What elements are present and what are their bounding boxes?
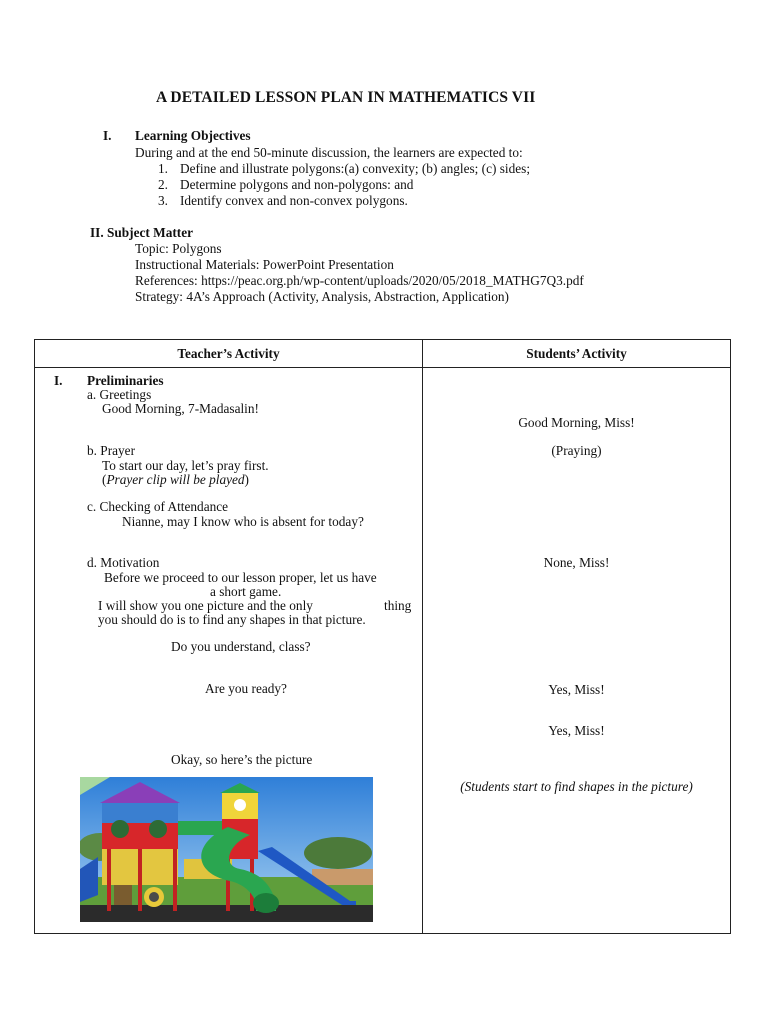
students-cell [423,368,731,934]
motivation-label: d. Motivation [87,555,160,570]
section1-number: I. [103,128,112,143]
students-header: Students’ Activity [423,340,731,368]
prayer-note: (Prayer clip will be played) [102,472,249,487]
motivation-line1: Before we proceed to our lesson proper, let us have [104,570,377,585]
objective-text: Determine polygons and non-polygons: and [180,177,414,192]
preliminaries-title: Preliminaries [87,373,164,388]
subject-topic: Topic: Polygons [135,241,222,256]
praying-reply: (Praying) [551,443,602,458]
understand-question: Do you understand, class? [171,639,311,654]
ready-question: Are you ready? [205,681,287,696]
picture-reply: (Students start to find shapes in the picture) [460,779,693,794]
teacher-header: Teacher’s Activity [35,340,423,368]
section2-heading: II. Subject Matter [90,225,194,240]
attendance-reply: None, Miss! [543,555,610,570]
preliminaries-number: I. [54,373,63,388]
objective-number: 3. [158,193,168,208]
objective-number: 2. [158,177,168,192]
prayer-text: To start our day, let’s pray first. [102,458,269,473]
prayer-label: b. Prayer [87,443,135,458]
objective-number: 1. [158,161,168,176]
playground-image [80,777,373,922]
subject-references: References: https://peac.org.ph/wp-content/uploads/2020/05/2018_MATHG7Q3.pdf [135,273,584,288]
ready-reply: Yes, Miss! [548,723,605,738]
section1-intro: During and at the end 50-minute discussion, the learners are expected to: [135,145,523,160]
subject-materials: Instructional Materials: PowerPoint Presentation [135,257,394,272]
picture-intro: Okay, so here’s the picture [171,752,313,767]
understand-reply: Yes, Miss! [548,682,605,697]
greeting-reply: Good Morning, Miss! [518,415,635,430]
section1-heading: Learning Objectives [135,128,251,143]
teacher-cell [35,368,423,934]
objective-text: Define and illustrate polygons:(a) convexity; (b) angles; (c) sides; [180,161,531,176]
motivation-line3-end: thing [384,598,412,613]
attendance-text: Nianne, may I know who is absent for today? [122,514,364,529]
playground-picture [80,777,373,922]
activity-table [34,339,731,934]
motivation-line3: I will show you one picture and the only [98,598,313,613]
greetings-label: a. Greetings [87,387,152,402]
objective-text: Identify convex and non-convex polygons. [180,193,408,208]
motivation-line2: a short game. [210,584,282,599]
attendance-label: c. Checking of Attendance [87,499,229,514]
subject-strategy: Strategy: 4A’s Approach (Activity, Analysis, Abstraction, Application) [135,289,509,304]
document-title: A DETAILED LESSON PLAN IN MATHEMATICS VII [156,89,536,106]
prayer-note-text: Prayer clip will be played [106,472,245,487]
greetings-text: Good Morning, 7-Madasalin! [102,401,259,416]
motivation-line4: you should do is to find any shapes in that picture. [98,612,366,627]
